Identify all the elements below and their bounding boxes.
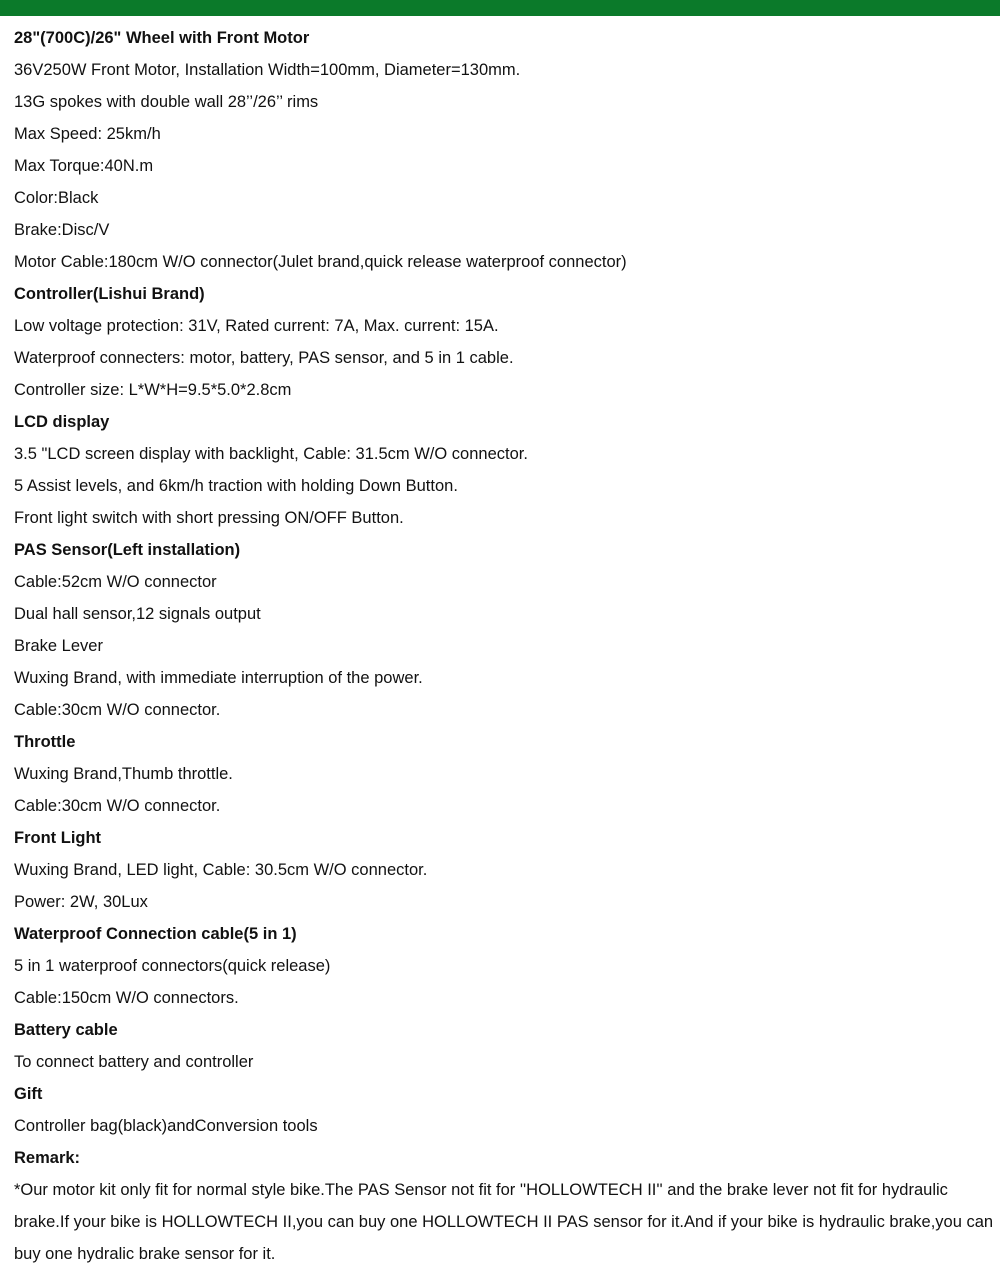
spec-line: Dual hall sensor,12 signals output	[14, 605, 261, 623]
spec-section	[14, 726, 994, 822]
section-heading: Gift	[14, 1085, 43, 1103]
spec-section	[14, 22, 994, 278]
spec-line: 36V250W Front Motor, Installation Width=100mm, Diameter=130mm.	[14, 61, 521, 79]
spec-line: Motor Cable:180cm W/O connector(Julet brand,quick release waterproof connector)	[14, 253, 627, 271]
section-heading: Throttle	[14, 733, 76, 751]
spec-line: 3.5 "LCD screen display with backlight, Cable: 31.5cm W/O connector.	[14, 445, 528, 463]
top-accent-bar	[0, 0, 1000, 16]
spec-line: Controller bag(black)andConversion tools	[14, 1117, 318, 1135]
spec-section	[14, 918, 994, 1014]
spec-section	[14, 534, 994, 726]
remark-text: *Our motor kit only fit for normal style bike.The PAS Sensor not fit for ''HOLLOWTECH II'' and the brake lever not fit for hydraulic brake.If your bike is HOLLOWTECH II,you can buy one HOLLOWTECH II PAS sensor for it.And if your bike is hydraulic brake,you can buy one hydralic brake sensor for it.	[14, 1181, 994, 1263]
spec-section	[14, 278, 994, 406]
spec-line: Cable:52cm W/O connector	[14, 573, 217, 591]
spec-line: Max Torque:40N.m	[14, 157, 154, 175]
spec-line: Waterproof connecters: motor, battery, PAS sensor, and 5 in 1 cable.	[14, 349, 514, 367]
spec-line: Brake Lever	[14, 637, 103, 655]
section-heading: 28"(700C)/26" Wheel with Front Motor	[14, 29, 310, 47]
section-heading: PAS Sensor(Left installation)	[14, 541, 241, 559]
spec-line: 13G spokes with double wall 28’’/26’’ rims	[14, 93, 319, 111]
spec-line: Controller size: L*W*H=9.5*5.0*2.8cm	[14, 381, 292, 399]
spec-section	[14, 1014, 994, 1078]
spec-line: To connect battery and controller	[14, 1053, 254, 1071]
section-heading: Controller(Lishui Brand)	[14, 285, 205, 303]
spec-line: 5 Assist levels, and 6km/h traction with holding Down Button.	[14, 477, 458, 495]
spec-line: Power: 2W, 30Lux	[14, 893, 148, 911]
spec-line: Brake:Disc/V	[14, 221, 110, 239]
remark-heading: Remark:	[14, 1149, 81, 1167]
spec-line: Low voltage protection: 31V, Rated current: 7A, Max. current: 15A.	[14, 317, 499, 335]
spec-line: Wuxing Brand, with immediate interruption of the power.	[14, 669, 423, 687]
spec-line: Color:Black	[14, 189, 99, 207]
section-heading: Battery cable	[14, 1021, 118, 1039]
spec-line: 5 in 1 waterproof connectors(quick release)	[14, 957, 331, 975]
section-heading: LCD display	[14, 413, 110, 431]
spec-section	[14, 822, 994, 918]
section-heading: Waterproof Connection cable(5 in 1)	[14, 925, 297, 943]
spec-section	[14, 1078, 994, 1142]
spec-line: Wuxing Brand, LED light, Cable: 30.5cm W/O connector.	[14, 861, 428, 879]
spec-line: Max Speed: 25km/h	[14, 125, 161, 143]
section-heading: Front Light	[14, 829, 102, 847]
spec-list	[14, 22, 994, 1270]
spec-line: Front light switch with short pressing ON/OFF Button.	[14, 509, 404, 527]
spec-line: Cable:150cm W/O connectors.	[14, 989, 239, 1007]
spec-sections	[14, 22, 994, 1142]
spec-line: Cable:30cm W/O connector.	[14, 701, 221, 719]
spec-section	[14, 406, 994, 534]
spec-line: Wuxing Brand,Thumb throttle.	[14, 765, 233, 783]
spec-line: Cable:30cm W/O connector.	[14, 797, 221, 815]
